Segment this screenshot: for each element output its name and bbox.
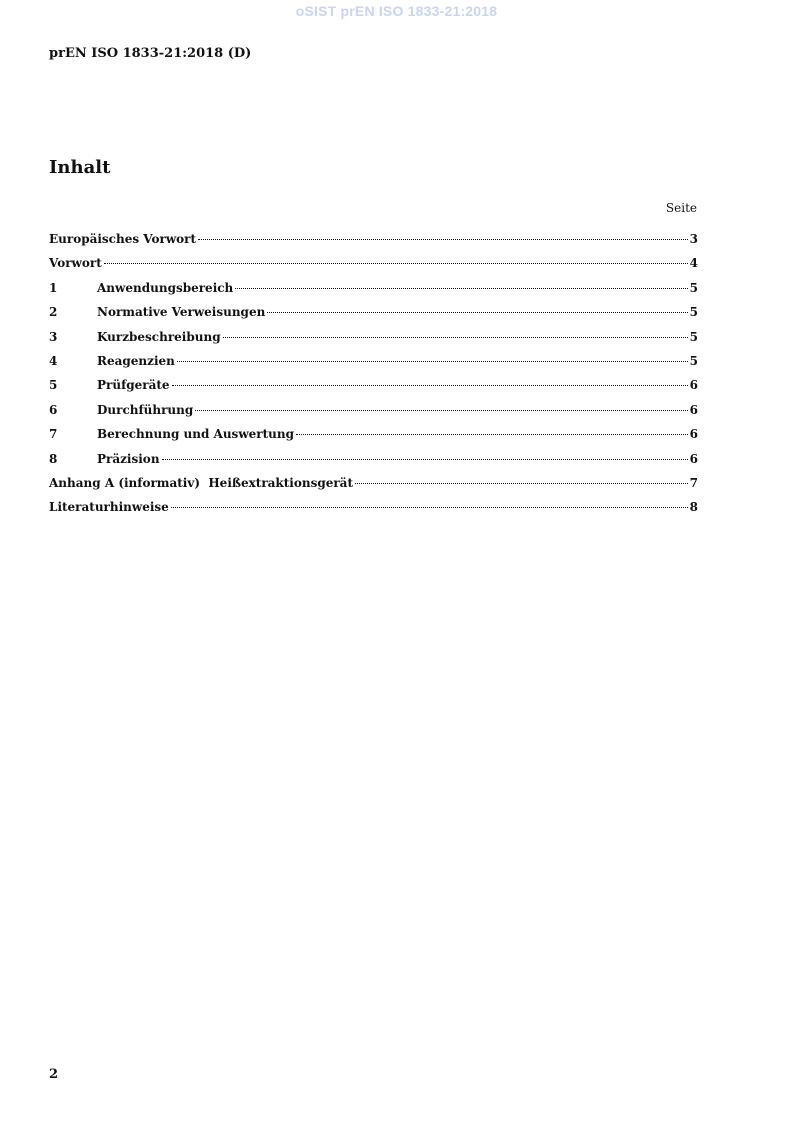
toc-entry-label: Vorwort	[49, 256, 102, 271]
toc-entry[interactable]	[49, 403, 698, 427]
toc-dot-leader	[177, 361, 688, 362]
toc-dot-leader	[296, 434, 688, 435]
toc-dot-leader	[104, 263, 688, 264]
toc-dot-leader	[171, 507, 688, 508]
toc-entry-number: 1	[49, 280, 58, 295]
toc-entry[interactable]	[49, 378, 698, 402]
toc-dot-leader	[235, 288, 687, 289]
toc-entry-page: 6	[689, 427, 698, 442]
toc-entry-label: Normative Verweisungen	[97, 305, 266, 320]
toc-entry[interactable]	[49, 330, 698, 354]
toc-dot-leader	[172, 385, 688, 386]
toc-dot-leader	[223, 337, 688, 338]
toc-entry-page: 5	[689, 305, 698, 320]
toc-entry-number: 5	[49, 378, 58, 393]
toc-entry[interactable]	[49, 427, 698, 451]
toc-entry-label: Berechnung und Auswertung	[97, 427, 294, 442]
page-number: 2	[49, 1067, 59, 1082]
table-of-contents	[49, 232, 698, 525]
toc-entry-label: Anwendungsbereich	[97, 280, 234, 295]
toc-entry-label: Kurzbeschreibung	[97, 329, 221, 344]
toc-entry-label: Prüfgeräte	[97, 378, 170, 393]
toc-entry-page: 8	[689, 500, 698, 515]
toc-dot-leader	[195, 410, 687, 411]
toc-entry-label: Reagenzien	[97, 353, 175, 368]
toc-entry-number: 7	[49, 427, 58, 442]
toc-entry-number: 3	[49, 329, 58, 344]
watermark: oSIST prEN ISO 1833-21:2018	[295, 3, 498, 19]
toc-entry-label: Durchführung	[97, 402, 194, 417]
toc-dot-leader	[355, 483, 688, 484]
toc-entry[interactable]	[49, 281, 698, 305]
toc-entry-page: 7	[689, 475, 698, 490]
toc-entry-label: Literaturhinweise	[49, 500, 169, 515]
page-column-label: Seite	[665, 201, 697, 215]
toc-entry[interactable]	[49, 476, 698, 500]
toc-dot-leader	[162, 459, 688, 460]
toc-entry-page: 5	[689, 280, 698, 295]
toc-entry[interactable]	[49, 354, 698, 378]
toc-entry-page: 5	[689, 329, 698, 344]
toc-entry[interactable]	[49, 232, 698, 256]
toc-entry-page: 3	[689, 232, 698, 246]
document-id: prEN ISO 1833-21:2018 (D)	[49, 46, 252, 61]
toc-dot-leader	[267, 312, 687, 313]
toc-entry[interactable]	[49, 452, 698, 476]
toc-dot-leader	[198, 239, 688, 240]
toc-entry[interactable]	[49, 500, 698, 524]
toc-entry-number: 2	[49, 305, 58, 320]
toc-entry-number: 4	[49, 353, 58, 368]
toc-entry-page: 6	[689, 378, 698, 393]
toc-title: Inhalt	[49, 157, 111, 178]
toc-entry[interactable]	[49, 305, 698, 329]
toc-entry-page: 4	[689, 256, 698, 271]
toc-entry[interactable]	[49, 256, 698, 280]
toc-entry-number: 6	[49, 402, 58, 417]
toc-entry-page: 6	[689, 451, 698, 466]
toc-entry-page: 5	[689, 353, 698, 368]
toc-entry-label: Präzision	[97, 451, 160, 466]
toc-entry-number: 8	[49, 451, 58, 466]
toc-entry-label: Europäisches Vorwort	[49, 232, 197, 246]
toc-entry-page: 6	[689, 402, 698, 417]
toc-entry-label: Anhang A (informativ) Heißextraktionsgerät	[49, 475, 353, 490]
